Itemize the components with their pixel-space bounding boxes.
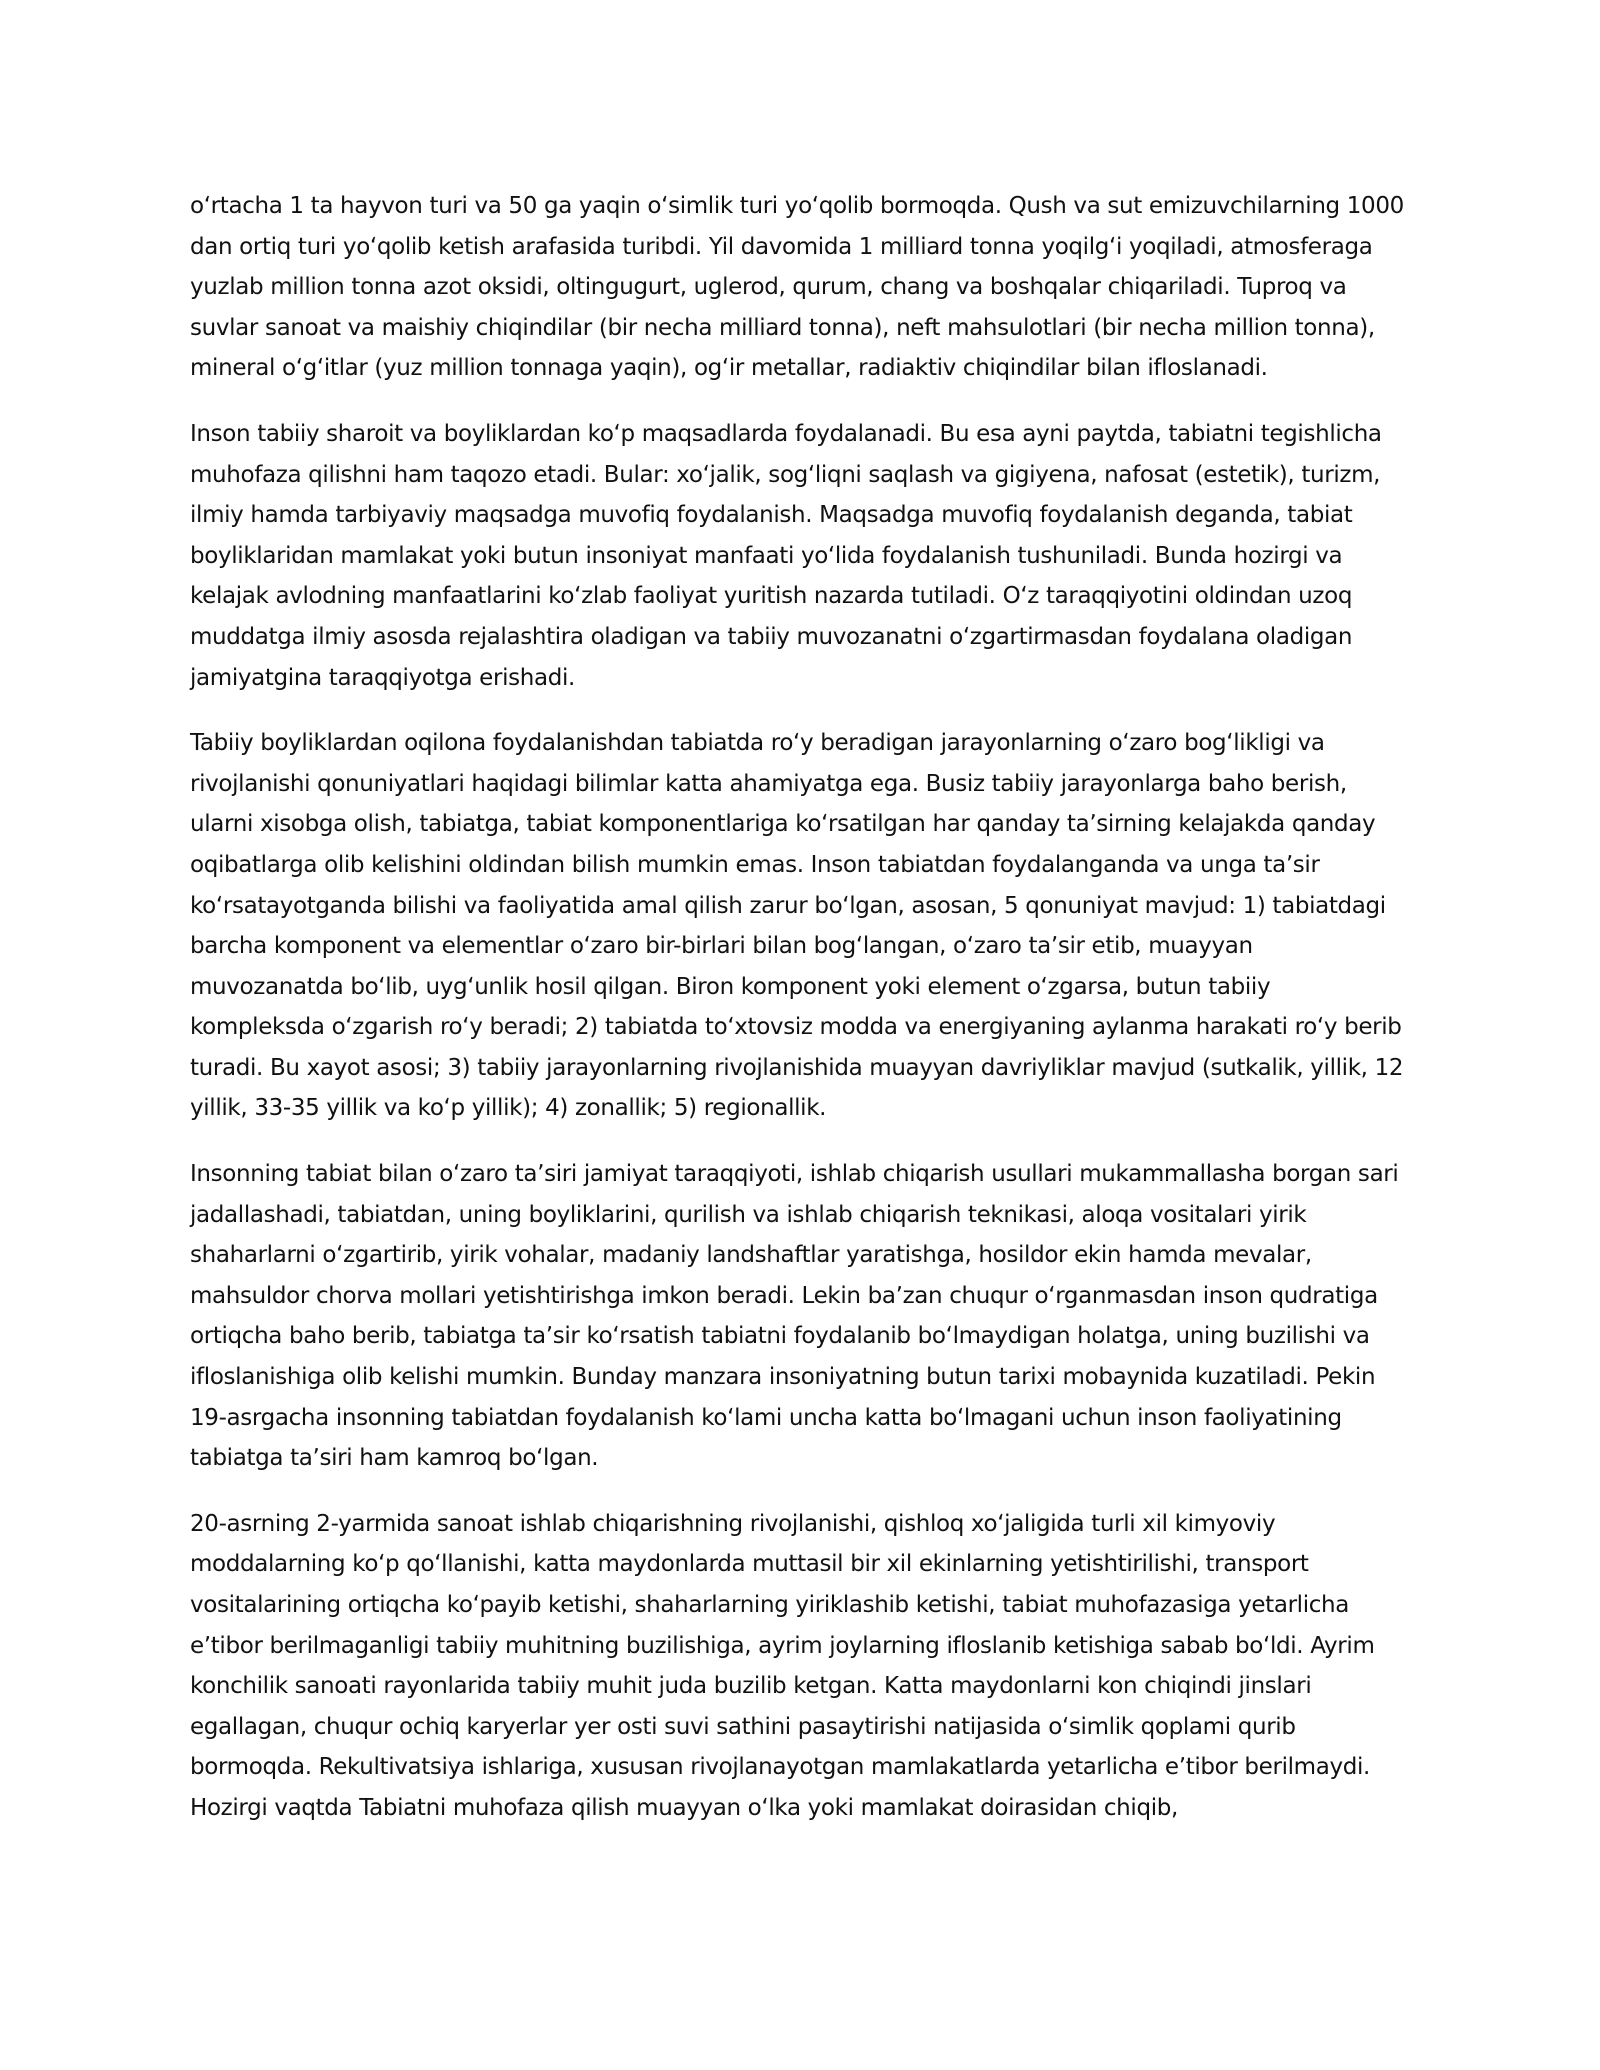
paragraph-4: Insonning tabiat bilan oʻzaro taʼsiri jamiyat taraqqiyoti, ishlab chiqarish usullari mukammallasha borgan sari jadallashadi, tabiatdan, uning boyliklarini, qurilish va ishlab chiqarish teknikasi, aloqa vositalari yirik shaharlarni oʻzgartirib, yirik vohalar, madaniy landshaftlar yaratishga, hosildor ekin hamda mevalar, mahsuldor chorva mollari yetishtirishga imkon beradi. Lekin baʼzan chuqur oʻrganmasdan inson qudratiga ortiqcha baho berib, tabiatga taʼsir koʻrsatish tabiatni foydalanib boʻlmaydigan holatga, uning buzilishi va ifloslanishiga olib kelishi mumkin. Bunday manzara insoniyatning butun tarixi mobaynida kuzatiladi. Pekin 19-asrgacha insonning tabiatdan foydalanish koʻlami uncha katta boʻlmagani uchun inson faoliyatining tabiatga taʼsiri ham kamroq boʻlgan. bbox=[190, 1161, 1399, 1472]
document-body bbox=[190, 186, 1410, 1854]
paragraph-5: 20-asrning 2-yarmida sanoat ishlab chiqarishning rivojlanishi, qishloq xoʻjaligida turli xil kimyoviy moddalarning koʻp qoʻllanishi, katta maydonlarda muttasil bir xil ekinlarning yetishtirilishi, transport vositalarining ortiqcha koʻpayib ketishi, shaharlarning yiriklashib ketishi, tabiat muhofazasiga yetarlicha eʼtibor berilmaganligi tabiiy muhitning buzilishiga, ayrim joylarning ifloslanib ketishiga sabab boʻldi. Ayrim konchilik sanoati rayonlarida tabiiy muhit juda buzilib ketgan. Katta maydonlarni kon chiqindi jinslari egallagan, chuqur ochiq karyerlar yer osti suvi sathini pasaytirishi natijasida oʻsimlik qoplami qurib bormoqda. Rekultivatsiya ishlariga, xususan rivojlanayotgan mamlakatlarda yetarlicha eʼtibor berilmaydi. Hozirgi vaqtda Tabiatni muhofaza qilish muayyan oʻlka yoki mamlakat doirasidan chiqib, bbox=[190, 1510, 1375, 1821]
paragraph-3: Tabiiy boyliklardan oqilona foydalanishdan tabiatda roʻy beradigan jarayonlarning oʻzaro bogʻlikligi va rivojlanishi qonuniyatlari haqidagi bilimlar katta ahamiyatga ega. Busiz tabiiy jarayonlarga baho berish, ularni xisobga olish, tabiatga, tabiat komponentlariga koʻrsatilgan har qanday taʼsirning kelajakda qanday oqibatlarga olib kelishini oldindan bilish mumkin emas. Inson tabiatdan foydalanganda va unga taʼsir koʻrsatayotganda bilishi va faoliyatida amal qilish zarur boʻlgan, asosan, 5 qonuniyat mavjud: 1) tabiatdagi barcha komponent va elementlar oʻzaro bir-birlari bilan bogʻlangan, oʻzaro taʼsir etib, muayyan muvozanatda boʻlib, uygʻunlik hosil qilgan. Biron komponent yoki element oʻzgarsa, butun tabiiy kompleksda oʻzgarish roʻy beradi; 2) tabiatda toʻxtovsiz modda va energiyaning aylanma harakati roʻy berib turadi. Bu xayot asosi; 3) tabiiy jarayonlarning rivojlanishida muayyan davriyliklar mavjud (sutkalik, yillik, 12 yillik, 33-35 yillik va koʻp yillik); 4) zonallik; 5) regionallik. bbox=[190, 730, 1404, 1122]
paragraph-1: oʻrtacha 1 ta hayvon turi va 50 ga yaqin oʻsimlik turi yoʻqolib bormoqda. Qush va sut emizuvchilarning 1000 dan ortiq turi yoʻqolib ketish arafasida turibdi. Yil davomida 1 milliard tonna yoqilgʻi yoqiladi, atmosferaga yuzlab million tonna azot oksidi, oltingugurt, uglerod, qurum, chang va boshqalar chiqariladi. Tuproq va suvlar sanoat va maishiy chiqindilar (bir necha milliard tonna), neft mahsulotlari (bir necha million tonna), mineral oʻgʻitlar (yuz million tonnaga yaqin), ogʻir metallar, radiaktiv chiqindilar bilan ifloslanadi. bbox=[190, 193, 1404, 382]
paragraph-2: Inson tabiiy sharoit va boyliklardan koʻp maqsadlarda foydalanadi. Bu esa ayni paytda, tabiatni tegishlicha muhofaza qilishni ham taqozo etadi. Bular: xoʻjalik, sogʻliqni saqlash va gigiyena, nafosat (estetik), turizm, ilmiy hamda tarbiyaviy maqsadga muvofiq foydalanish. Maqsadga muvofiq foydalanish deganda, tabiat boyliklaridan mamlakat yoki butun insoniyat manfaati yoʻlida foydalanish tushuniladi. Bunda hozirgi va kelajak avlodning manfaatlarini koʻzlab faoliyat yuritish nazarda tutiladi. Oʻz taraqqiyotini oldindan uzoq muddatga ilmiy asosda rejalashtira oladigan va tabiiy muvozanatni oʻzgartirmasdan foydalana oladigan jamiyatgina taraqqiyotga erishadi. bbox=[190, 420, 1382, 691]
